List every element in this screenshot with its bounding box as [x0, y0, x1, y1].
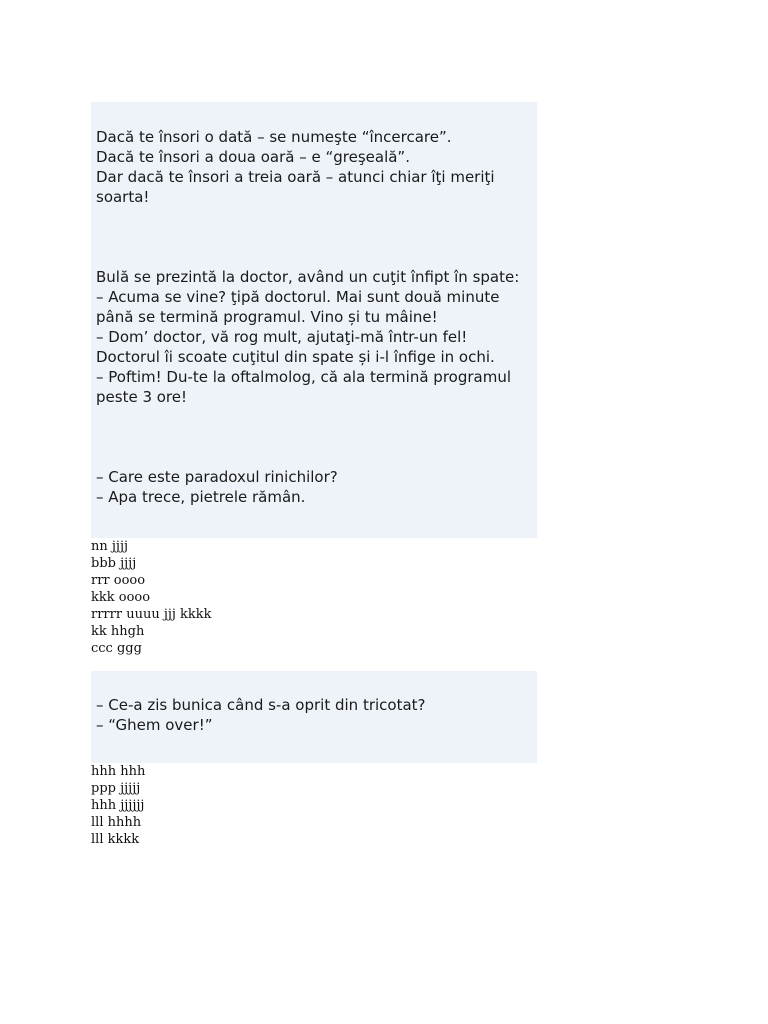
- paragraph-gap: [96, 207, 529, 267]
- plain-line: kk hhgh: [91, 624, 145, 639]
- joke-line: – Ce-a zis bunica când s-a oprit din tricotat?: [96, 696, 426, 714]
- plain-line: hhh hhh: [91, 764, 146, 779]
- joke-line: Doctorul îi scoate cuţitul din spate și i-l înfige in ochi.: [96, 348, 495, 366]
- joke-bula-doctor: [96, 267, 529, 407]
- plain-line: ccc ggg: [91, 641, 142, 656]
- plain-line: rrrrr uuuu jjj kkkk: [91, 607, 212, 622]
- plain-text-list-2: [91, 763, 145, 848]
- plain-line: lll hhhh: [91, 815, 142, 830]
- joke-insurat: [96, 127, 529, 207]
- paragraph-gap: [96, 407, 529, 467]
- plain-line: lll kkkk: [91, 832, 140, 847]
- joke-rinichi: [96, 467, 529, 507]
- joke-line: – Dom’ doctor, vă rog mult, ajutaţi-mă într-un fel!: [96, 328, 468, 346]
- jokes-box-top: [91, 102, 537, 538]
- plain-line: ppp jjjjj: [91, 781, 141, 796]
- joke-bunica: [96, 695, 529, 735]
- plain-line: hhh jjjjjj: [91, 798, 145, 813]
- joke-line: Dacă te însori o dată – se numeşte “încercare”.: [96, 128, 452, 146]
- joke-line: – “Ghem over!”: [96, 716, 213, 734]
- joke-line: – Poftim! Du-te la oftalmolog, că ala termină programul peste 3 ore!: [96, 368, 512, 406]
- joke-line: Bulă se prezintă la doctor, având un cuţit înfipt în spate:: [96, 268, 520, 286]
- joke-line: Dacă te însori a doua oară – e “greşeală”.: [96, 148, 410, 166]
- plain-text-list-1: [91, 538, 212, 657]
- plain-line: kkk oooo: [91, 590, 151, 605]
- joke-line: – Care este paradoxul rinichilor?: [96, 468, 338, 486]
- plain-line: nn jjjj: [91, 539, 129, 554]
- joke-line: Dar dacă te însori a treia oară – atunci chiar îţi meriţi soarta!: [96, 168, 495, 206]
- jokes-box-middle: [91, 671, 537, 763]
- plain-line: bbb jjjj: [91, 556, 137, 571]
- plain-line: rrr oooo: [91, 573, 146, 588]
- joke-line: – Acuma se vine? ţipă doctorul. Mai sunt două minute până se termină programul. Vino și tu mâine!: [96, 288, 500, 326]
- joke-line: – Apa trece, pietrele rămân.: [96, 488, 306, 506]
